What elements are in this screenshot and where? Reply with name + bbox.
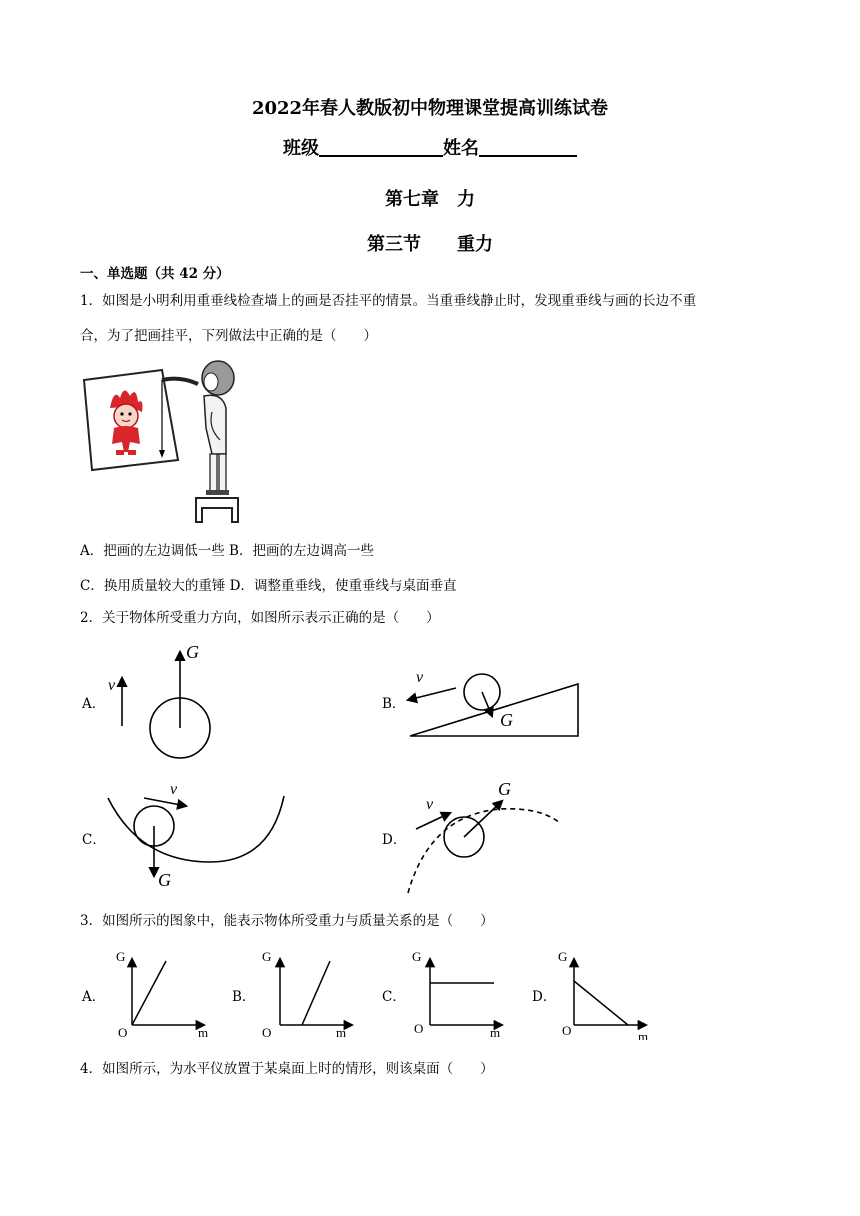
origin-label: O bbox=[562, 1023, 572, 1038]
velocity-arrow bbox=[408, 688, 456, 700]
incline-triangle bbox=[410, 684, 578, 736]
velocity-symbol: v bbox=[108, 677, 116, 694]
name-blank[interactable] bbox=[479, 137, 577, 157]
origin-label: O bbox=[262, 1025, 272, 1040]
velocity-symbol: v bbox=[170, 781, 178, 798]
chapter-title: 第七章 力 bbox=[385, 189, 475, 210]
q2-diagram-c[interactable] bbox=[100, 770, 290, 895]
velocity-symbol: v bbox=[416, 669, 424, 686]
axis-y-label: G bbox=[262, 949, 272, 964]
q3-graph-d[interactable] bbox=[552, 945, 662, 1040]
q3-label-b: B． bbox=[232, 989, 256, 1005]
q3-label-a: A． bbox=[82, 989, 106, 1005]
axis-y-label: G bbox=[116, 949, 126, 964]
section-heading: 一、单选题（共 42 分） bbox=[80, 266, 230, 282]
origin-label: O bbox=[414, 1021, 424, 1036]
gravity-symbol: G bbox=[500, 710, 513, 730]
graph-line bbox=[132, 961, 166, 1025]
q3-label-c: C． bbox=[382, 989, 406, 1005]
q4-stem: 4．如图所示，为水平仪放置于某桌面上时的情形，则该桌面（ ） bbox=[80, 1061, 494, 1077]
page-title: 2022年春人教版初中物理课堂提高训练试卷 bbox=[251, 98, 609, 119]
q3-graph-a[interactable] bbox=[110, 945, 220, 1040]
section-title: 第三节 重力 bbox=[367, 234, 493, 255]
gravity-symbol: G bbox=[158, 870, 171, 890]
q3-graph-b[interactable] bbox=[258, 945, 368, 1040]
q2-stem: 2．关于物体所受重力方向，如图所示表示正确的是（ ） bbox=[80, 610, 440, 626]
q2-diagram-a[interactable] bbox=[100, 640, 240, 765]
q2-diagram-d[interactable] bbox=[400, 775, 570, 900]
axis-x-label: m bbox=[336, 1025, 347, 1040]
q2-label-d: D． bbox=[382, 832, 407, 848]
plumb-line-illustration bbox=[80, 358, 250, 526]
graph-line bbox=[302, 961, 330, 1025]
class-label: 班级 bbox=[283, 138, 319, 159]
origin-label: O bbox=[118, 1025, 128, 1040]
axis-x-label: m bbox=[198, 1025, 209, 1040]
q3-label-d: D． bbox=[532, 989, 557, 1005]
q3-stem: 3．如图所示的图象中，能表示物体所受重力与质量关系的是（ ） bbox=[80, 913, 494, 929]
q1-stem-line2: 合，为了把画挂平，下列做法中正确的是（ ） bbox=[80, 328, 377, 344]
q1-options-row1: A．把画的左边调低一些 B．把画的左边调高一些 bbox=[80, 543, 374, 559]
stool bbox=[196, 498, 238, 522]
q2-diagram-b[interactable] bbox=[400, 660, 585, 740]
axis-y-label: G bbox=[412, 949, 422, 964]
gravity-symbol: G bbox=[186, 642, 199, 662]
velocity-arrow bbox=[144, 798, 186, 806]
gravity-symbol: G bbox=[498, 779, 511, 799]
q3-graph-c[interactable] bbox=[408, 945, 518, 1040]
velocity-arrow bbox=[416, 813, 450, 829]
axis-x-label: m bbox=[638, 1029, 649, 1040]
class-blank[interactable] bbox=[319, 137, 443, 157]
q1-options-row2: C．换用质量较大的重锤 D．调整重垂线，使重垂线与桌面垂直 bbox=[80, 578, 457, 594]
graph-line bbox=[574, 981, 628, 1025]
class-name-line bbox=[0, 134, 860, 160]
q1-stem-line1: 1．如图是小明利用重垂线检查墙上的画是否挂平的情景。当重垂线静止时，发现重垂线与画的长边不重 bbox=[80, 293, 697, 309]
q2-label-c: C． bbox=[82, 832, 106, 848]
person-figure bbox=[202, 361, 234, 495]
velocity-symbol: v bbox=[426, 796, 434, 813]
axis-y-label: G bbox=[558, 949, 568, 964]
q2-label-b: B． bbox=[382, 696, 406, 712]
axis-x-label: m bbox=[490, 1025, 501, 1040]
q2-label-a: A． bbox=[82, 696, 106, 712]
name-label: 姓名 bbox=[443, 138, 479, 159]
